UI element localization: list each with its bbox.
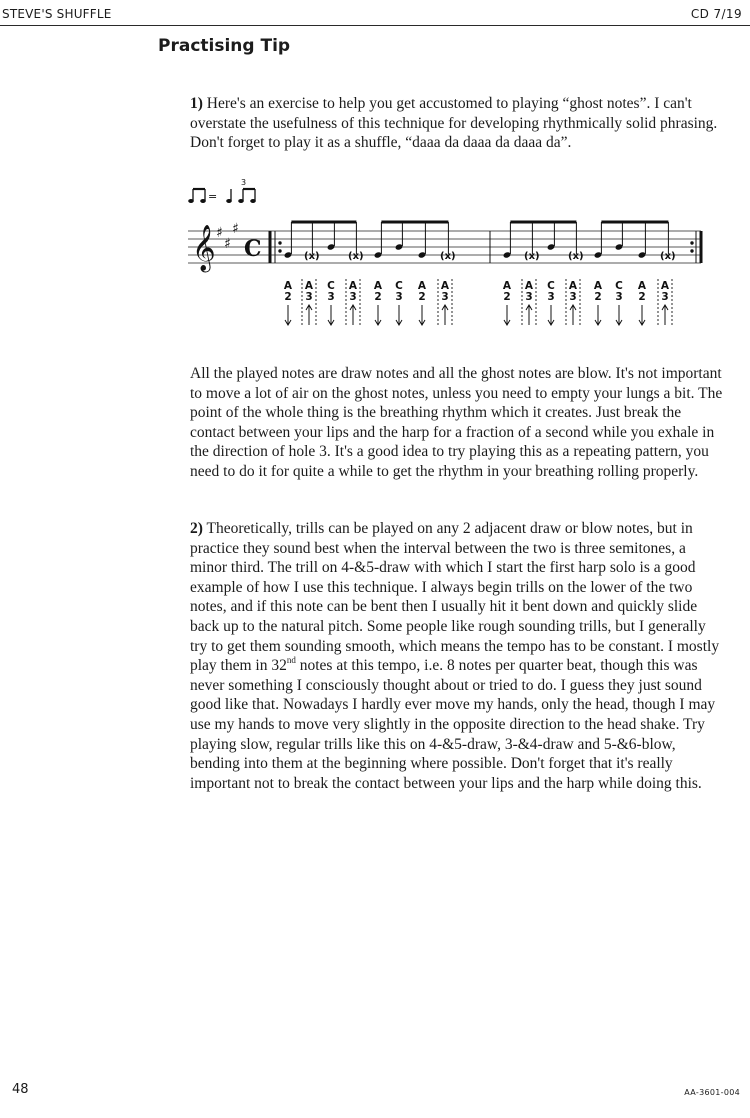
music-notation [186, 173, 711, 333]
tab-hole-number: 2 [418, 291, 426, 303]
section-title: Practising Tip [158, 36, 291, 56]
svg-text:♯: ♯ [232, 221, 239, 237]
blow-arrow-icon [442, 305, 448, 325]
svg-text:♯: ♯ [216, 225, 223, 241]
tab-note-letter: A [637, 280, 647, 292]
tab-hole-number: 3 [525, 291, 533, 303]
blow-arrow-icon [570, 305, 576, 325]
ghost-note: (x) [660, 251, 676, 262]
draw-arrow-icon [285, 305, 291, 325]
tab-hole-number: 3 [327, 291, 335, 303]
treble-clef: 𝄞 [192, 225, 216, 271]
tab-hole-number: 2 [594, 291, 602, 303]
time-signature: C [244, 236, 262, 262]
paragraph-exercise-2 [190, 519, 726, 793]
tab-note-letter: A [304, 280, 314, 292]
header-cd-track: CD 7/19 [690, 7, 742, 21]
draw-arrow-icon [639, 305, 645, 325]
ordinal-suffix: nd [286, 655, 296, 666]
triplet-mark: 3 [241, 178, 247, 187]
catalog-code: AA-3601-004 [684, 1088, 740, 1097]
running-header [0, 0, 750, 26]
tab-hole-number: 3 [441, 291, 449, 303]
exercise-1-text: Here's an exercise to help you get accustomed to playing “ghost notes”. I can't overstate the usefulness of this technique for developing rhythmically solid phrasing. Don't forget to play it as a shuffle, “daaa da daaa da daaa da”. [190, 95, 718, 152]
paragraph-ghost-notes [190, 364, 726, 482]
exercise-2-text-a: Theoretically, trills can be played on any 2 adjacent draw or blow notes, but in practice they sound best when the interval between the two is three semitones, a minor third. The trill on 4-&5-draw with which I start the first harp solo is a good example of how I use this technique. I always begin trills on the lower of the two notes, and if this note can be bent then I usually hit it bent down and quickly slide back up to the natural pitch. Some people like rough sounding trills, but I generally try to get them sounding smooth, which means the tempo has to be constant. I mostly play them in 32 [190, 520, 720, 675]
tab-note-letter: C [615, 280, 623, 292]
draw-arrow-icon [504, 305, 510, 325]
tab-hole-number: 2 [503, 291, 511, 303]
tab-hole-number: 3 [661, 291, 669, 303]
tab-hole-number: 2 [374, 291, 382, 303]
tab-hole-number: 3 [569, 291, 577, 303]
tab-note-letter: A [593, 280, 603, 292]
header-song-title: STEVE'S SHUFFLE [2, 7, 112, 21]
tab-note-letter: A [373, 280, 383, 292]
tab-note-letter: A [524, 280, 534, 292]
ghost-note: (x) [348, 251, 364, 262]
page-number: 48 [12, 1082, 29, 1097]
tab-note-letter: C [395, 280, 403, 292]
tab-note-letter: C [327, 280, 335, 292]
svg-text:♯: ♯ [224, 236, 231, 252]
blow-arrow-icon [662, 305, 668, 325]
blow-arrow-icon [306, 305, 312, 325]
draw-arrow-icon [616, 305, 622, 325]
draw-arrow-icon [328, 305, 334, 325]
tab-note-letter: A [283, 280, 293, 292]
draw-arrow-icon [548, 305, 554, 325]
tab-hole-number: 3 [547, 291, 555, 303]
tab-hole-number: 3 [305, 291, 313, 303]
blow-arrow-icon [526, 305, 532, 325]
tab-hole-number: 3 [395, 291, 403, 303]
tab-hole-number: 3 [615, 291, 623, 303]
shuffle-equals: = [208, 190, 218, 203]
paragraph-exercise-1 [190, 94, 726, 153]
tab-hole-number: 2 [284, 291, 292, 303]
tab-hole-number: 3 [349, 291, 357, 303]
tab-note-letter: A [348, 280, 358, 292]
notes-layer [284, 222, 676, 262]
ghost-note: (x) [524, 251, 540, 262]
ghost-note: (x) [568, 251, 584, 262]
harp-tab [284, 279, 672, 325]
draw-arrow-icon [419, 305, 425, 325]
ghost-note: (x) [440, 251, 456, 262]
tab-note-letter: A [417, 280, 427, 292]
tab-note-letter: A [568, 280, 578, 292]
tab-note-letter: C [547, 280, 555, 292]
tab-note-letter: A [440, 280, 450, 292]
ghost-note: (x) [304, 251, 320, 262]
tab-note-letter: A [660, 280, 670, 292]
tab-hole-number: 2 [638, 291, 646, 303]
tab-note-letter: A [502, 280, 512, 292]
exercise-number-1: 1) [190, 95, 203, 112]
shuffle-notation [188, 178, 256, 203]
ghost-notes-text: All the played notes are draw notes and all the ghost notes are blow. It's not important to move a lot of air on the ghost notes, unless you need to empty your lungs a bit. The point of the whole thing is the breathing rhythm which it creates. Just break the contact between your lips and the harp for a fraction of a second while you exhale in the direction of hole 3. It's a good idea to try playing this as a repeating pattern, you need to do it for quite a while to get the rhythm in your breathing rolling properly. [190, 365, 723, 480]
blow-arrow-icon [350, 305, 356, 325]
exercise-number-2: 2) [190, 520, 203, 537]
draw-arrow-icon [595, 305, 601, 325]
draw-arrow-icon [396, 305, 402, 325]
exercise-2-text-b: notes at this tempo, i.e. 8 notes per quarter beat, though this was never something I consciously thought about or tried to do. I guess they just sound good like that. Nowadays I hardly ever move my hands, only the head, though I may use my hands to move very slightly in the opposite direction to the head shake. Try playing slow, regular trills like this on 4-&5-draw, 3-&4-draw and 5-&6-blow, bending into them at the beginning where possible. Don't forget that it's really important not to break the contact between your lips and the harp while doing this. [190, 657, 716, 792]
draw-arrow-icon [375, 305, 381, 325]
